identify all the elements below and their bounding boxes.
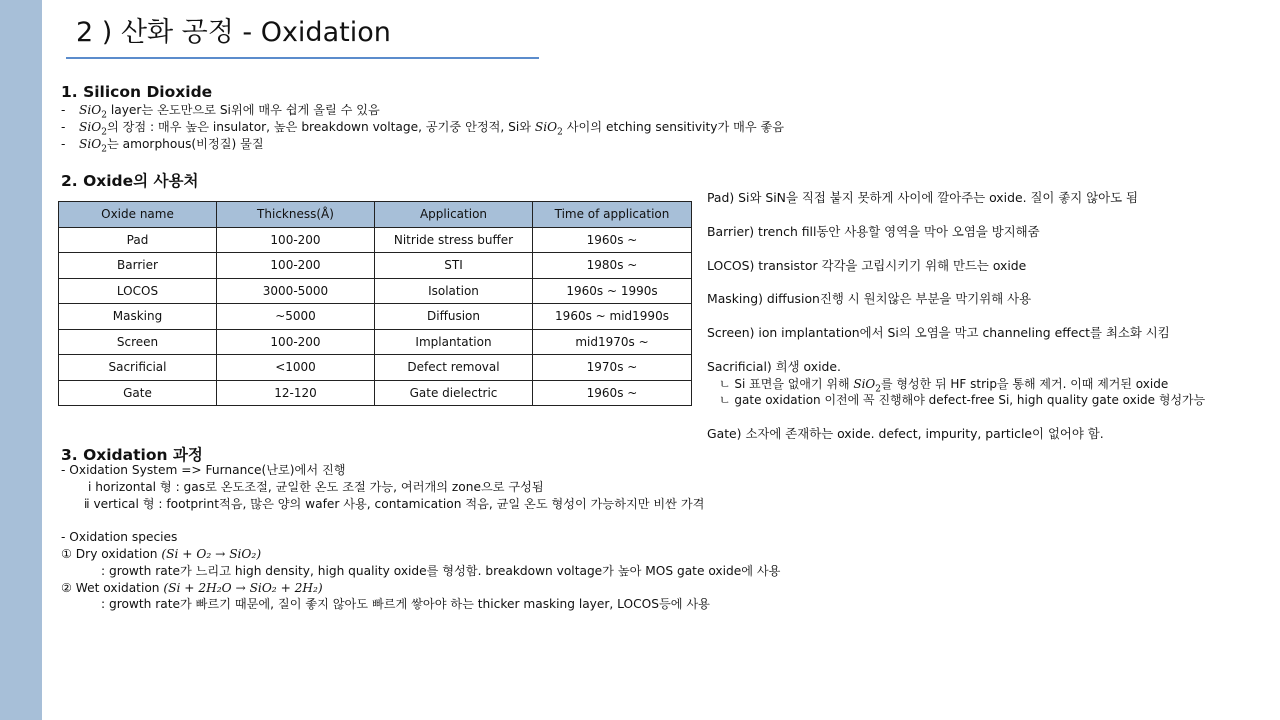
note-gate: Gate) 소자에 존재하는 oxide. defect, impurity, particle이 없어야 함. <box>707 426 1104 441</box>
dry-oxidation: ① Dry oxidation (Si + O₂ → SiO₂) <box>61 547 262 561</box>
column-header: Thickness(Å) <box>217 202 375 228</box>
table-cell: Gate <box>59 380 217 406</box>
formula: SiO$_2$ <box>853 377 881 395</box>
table-cell: 1960s ~ <box>533 227 692 253</box>
dry-oxidation-desc: : growth rate가 느리고 high density, high quality oxide를 형성함. breakdown voltage가 높아 MOS gate oxide에 사용 <box>101 564 781 578</box>
table-cell: ~5000 <box>217 304 375 330</box>
formula: SiO$_2$ <box>79 103 107 121</box>
bullet-dash: - <box>61 137 66 151</box>
note-sacrificial: Sacrificial) 희생 oxide. <box>707 359 841 374</box>
table-row <box>59 253 692 279</box>
table-cell: Masking <box>59 304 217 330</box>
table-cell: Sacrificial <box>59 355 217 381</box>
table-cell: mid1970s ~ <box>533 329 692 355</box>
dry-equation: (Si + O₂ → SiO₂) <box>161 547 262 561</box>
table-cell: STI <box>375 253 533 279</box>
table-row <box>59 278 692 304</box>
title-underline <box>66 57 539 59</box>
horizontal-type: ⅰ horizontal 형 : gas로 온도조절, 균일한 온도 조절 가능, 여러개의 zone으로 구성됨 <box>88 480 544 494</box>
column-header: Application <box>375 202 533 228</box>
table-row <box>59 227 692 253</box>
section1-heading: 1. Silicon Dioxide <box>61 83 213 101</box>
table-cell: Nitride stress buffer <box>375 227 533 253</box>
table-cell: 100-200 <box>217 329 375 355</box>
table-cell: 1960s ~ mid1990s <box>533 304 692 330</box>
oxide-usage-table <box>58 201 692 406</box>
table-cell: 1980s ~ <box>533 253 692 279</box>
wet-equation: (Si + 2H₂O → SiO₂ + 2H₂) <box>163 581 323 595</box>
table-cell: 100-200 <box>217 227 375 253</box>
table-row <box>59 355 692 381</box>
note-pad: Pad) Si와 SiN을 직접 붙지 못하게 사이에 깔아주는 oxide. 질이 좋지 않아도 됨 <box>707 190 1139 205</box>
column-header: Time of application <box>533 202 692 228</box>
bullet-dash: - <box>61 103 66 117</box>
table-cell: <1000 <box>217 355 375 381</box>
table-cell: 1960s ~ 1990s <box>533 278 692 304</box>
sio2-item-1: SiO$_2$ layer는 온도만으로 Si위에 매우 쉽게 올릴 수 있음 <box>79 103 380 121</box>
table-cell: LOCOS <box>59 278 217 304</box>
table-cell: 3000-5000 <box>217 278 375 304</box>
slide-title: 2 ) 산화 공정 - Oxidation <box>76 17 391 48</box>
table-cell: Barrier <box>59 253 217 279</box>
note-barrier: Barrier) trench fill동안 사용할 영역을 막아 오염을 방지해줌 <box>707 224 1040 239</box>
note-sacrificial-sub1: ㄴ Si 표면을 없애기 위해 SiO$_2$를 형성한 뒤 HF strip을 통해 제거. 이때 제거된 oxide <box>719 377 1169 395</box>
formula: SiO$_2$ <box>79 137 107 155</box>
section3-heading: 3. Oxidation 과정 <box>61 446 203 464</box>
table-cell: Gate dielectric <box>375 380 533 406</box>
formula: SiO$_2$ <box>79 120 107 138</box>
oxidation-system: - Oxidation System => Furnance(난로)에서 진행 <box>61 463 346 477</box>
table-cell: 12-120 <box>217 380 375 406</box>
table-cell: Implantation <box>375 329 533 355</box>
formula: SiO$_2$ <box>534 120 563 138</box>
table-row <box>59 380 692 406</box>
note-screen: Screen) ion implantation에서 Si의 오염을 막고 channeling effect를 최소화 시킴 <box>707 325 1170 340</box>
table-cell: Isolation <box>375 278 533 304</box>
note-locos: LOCOS) transistor 각각을 고립시키기 위해 만드는 oxide <box>707 258 1027 273</box>
wet-oxidation: ② Wet oxidation (Si + 2H₂O → SiO₂ + 2H₂) <box>61 581 323 595</box>
wet-oxidation-desc: : growth rate가 빠르기 때문에, 질이 좋지 않아도 빠르게 쌓아야 하는 thicker masking layer, LOCOS등에 사용 <box>101 597 710 611</box>
table-cell: Screen <box>59 329 217 355</box>
table-cell: Diffusion <box>375 304 533 330</box>
table-row <box>59 329 692 355</box>
oxidation-species: - Oxidation species <box>61 530 178 544</box>
sio2-item-2: SiO$_2$의 장점 : 매우 높은 insulator, 높은 breakdown voltage, 공기중 안정적, Si와 SiO$_2$ 사이의 etching sensitivity가 매우 좋음 <box>79 120 785 138</box>
section2-heading: 2. Oxide의 사용처 <box>61 172 199 190</box>
note-sacrificial-sub2: ㄴ gate oxidation 이전에 꼭 진행해야 defect-free Si, high quality gate oxide 형성가능 <box>719 393 1206 407</box>
bullet-dash: - <box>61 120 66 134</box>
note-masking: Masking) diffusion진행 시 원치않은 부분을 막기위해 사용 <box>707 291 1032 306</box>
left-accent-bar <box>0 0 42 720</box>
table-cell: 1960s ~ <box>533 380 692 406</box>
table-row <box>59 304 692 330</box>
table-cell: 100-200 <box>217 253 375 279</box>
vertical-type: ⅱ vertical 형 : footprint적음, 많은 양의 wafer 사용, contamication 적음, 균일 온도 형성이 가능하지만 비싼 가격 <box>84 497 705 511</box>
table-header-row <box>59 202 692 228</box>
table-cell: Pad <box>59 227 217 253</box>
table-cell: Defect removal <box>375 355 533 381</box>
sio2-item-3: SiO$_2$는 amorphous(비정질) 물질 <box>79 137 264 155</box>
table-cell: 1970s ~ <box>533 355 692 381</box>
column-header: Oxide name <box>59 202 217 228</box>
